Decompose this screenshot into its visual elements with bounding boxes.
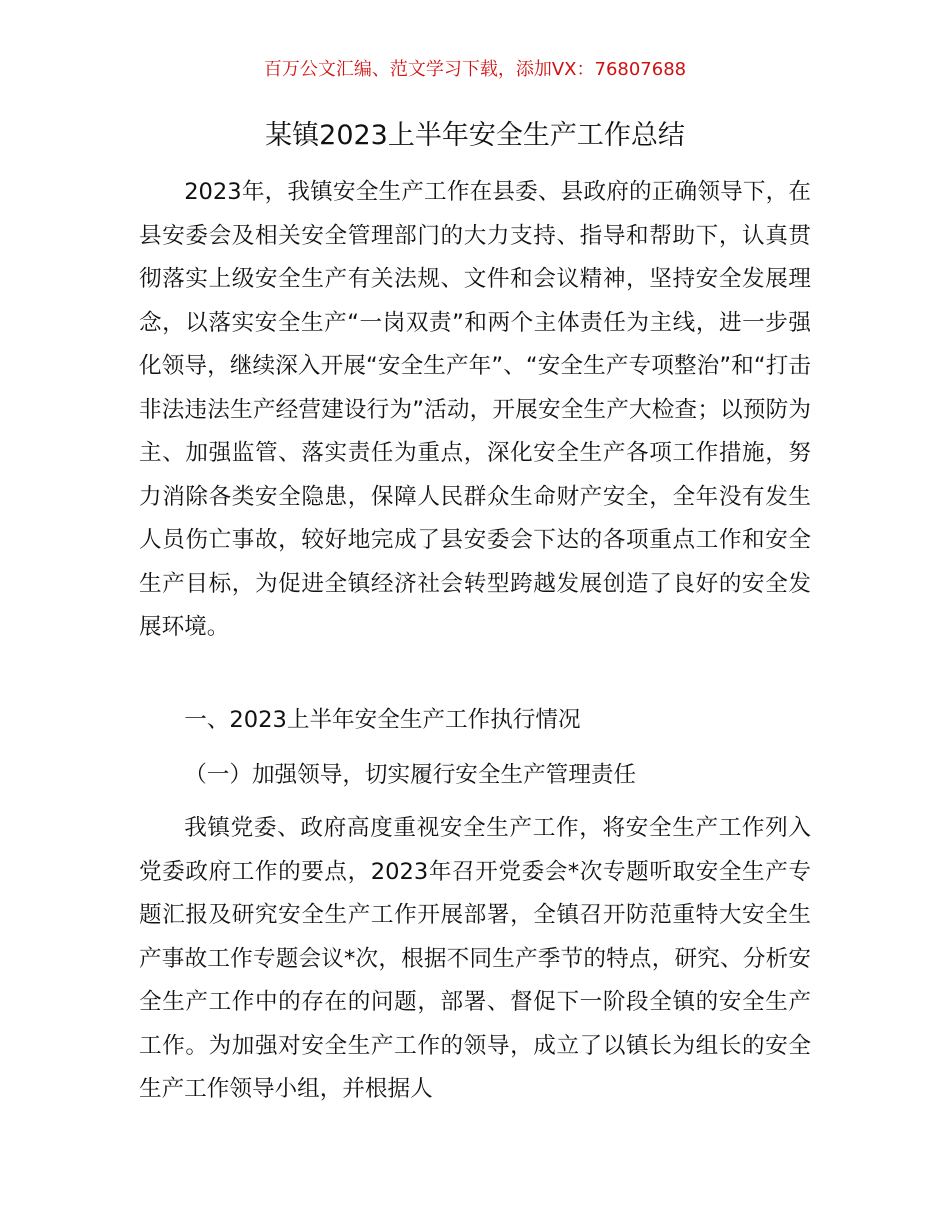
document-title: 某镇2023上半年安全生产工作总结	[265, 120, 685, 151]
section-heading: 一、2023上半年安全生产工作执行情况	[184, 707, 581, 733]
intro-paragraph: 2023年，我镇安全生产工作在县委、县政府的正确领导下，在县安委会及相关安全管理部门的大力支持、指导和帮助下，认真贯彻落实上级安全生产有关法规、文件和会议精神，坚持安全发展理念，以落实安全生产“一岗双责”和两个主体责任为主线，进一步强化领导，继续深入开展“安全生产年”、“安全生产专项整治”和“打击非法违法生产经营建设行为”活动，开展安全生产大检查；以预防为主、加强监管、落实责任为重点，深化安全生产各项工作措施，努力消除各类安全隐患，保障人民群众生命财产安全，全年没有发生人员伤亡事故，较好地完成了县安委会下达的各项重点工作和安全生产目标，为促进全镇经济社会转型跨越发展创造了良好的安全发展环境。	[139, 179, 811, 640]
body-paragraph: 我镇党委、政府高度重视安全生产工作，将安全生产工作列入党委政府工作的要点，2023年召开党委会*次专题听取安全生产专题汇报及研究安全生产工作开展部署，全镇召开防范重特大安全生产事故工作专题会议*次，根据不同生产季节的特点，研究、分析安全生产工作中的存在的问题，部署、督促下一阶段全镇的安全生产工作。为加强对安全生产工作的领导，成立了以镇长为组长的安全生产工作领导小组，并根据人	[139, 815, 811, 1102]
watermark-text: 百万公文汇编、范文学习下载，添加VX：76807688	[263, 59, 687, 80]
body-paragraph-block	[139, 807, 811, 1112]
intro-paragraph-block	[139, 171, 811, 650]
subsection-heading: （一）加强领导，切实履行安全生产管理责任	[184, 762, 637, 788]
